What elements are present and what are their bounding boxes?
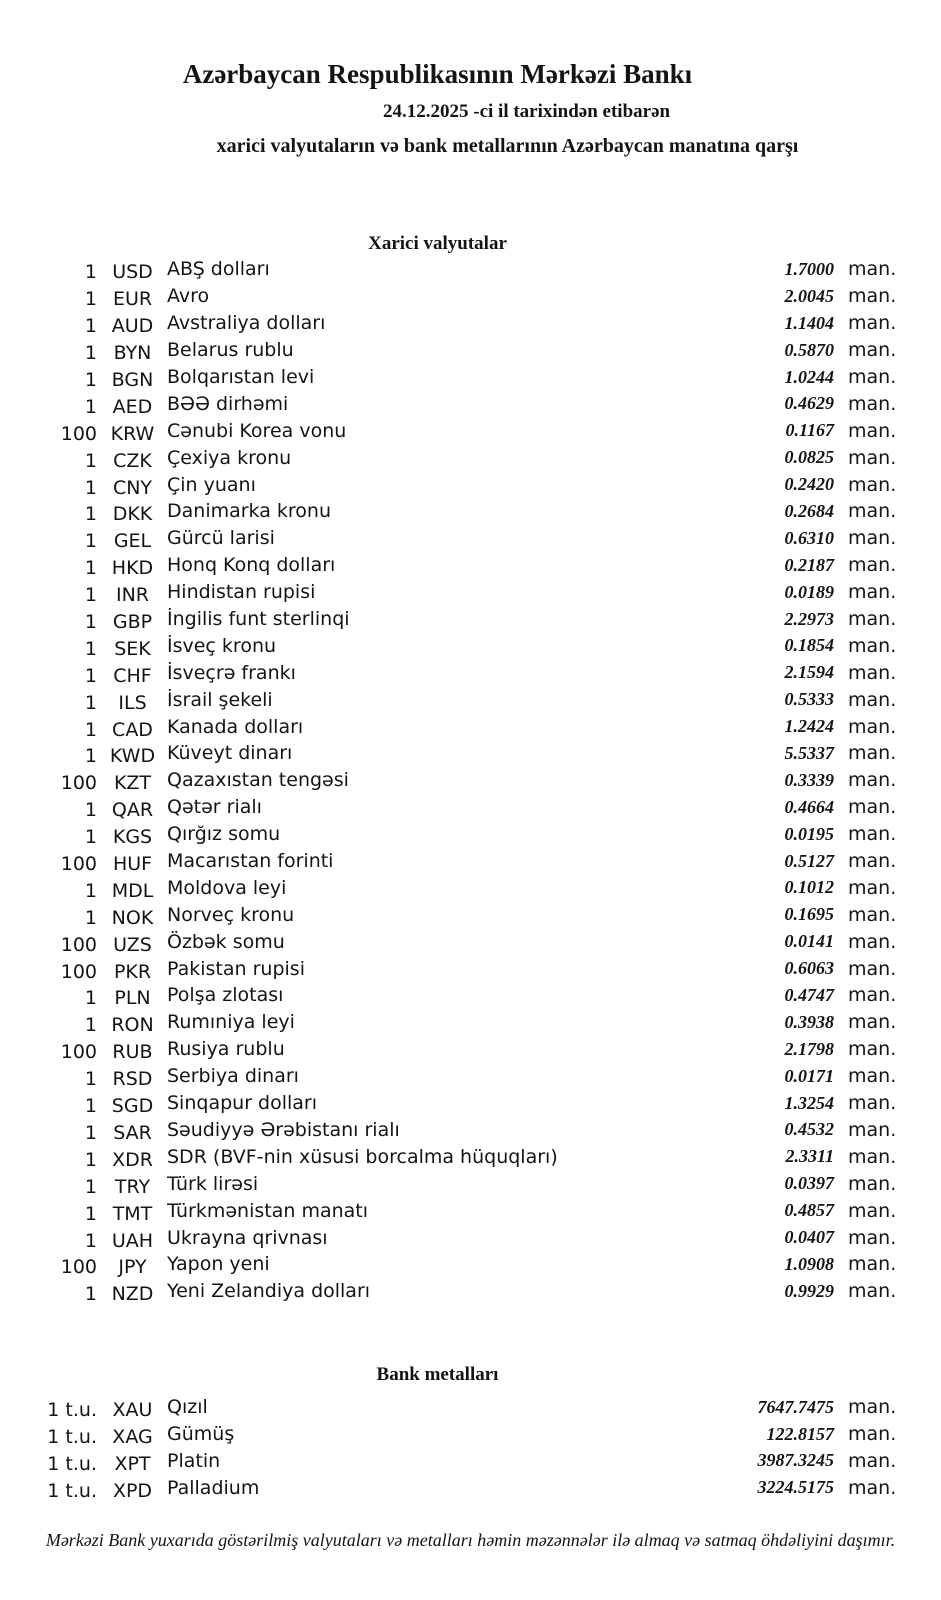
quantity-value: 1 (84, 584, 97, 607)
currency-code: XPD (112, 1479, 153, 1502)
currency-name: Moldova leyi (167, 876, 287, 899)
rate-row (40, 713, 901, 740)
unit-label: man. (848, 796, 897, 819)
rate-row (40, 1278, 901, 1305)
rate-value: 0.4857 (784, 1200, 834, 1221)
disclaimer-text: Mərkəzi Bank yuxarıda göstərilmiş valyutaları və metalları həmin məzənnələr ilə almaq və satmaq öhdəliyini daşımır. (45, 1530, 896, 1551)
currency-name: SDR (BVF-nin xüsusi borcalma hüquqları) (167, 1145, 558, 1168)
document-subtitle: xarici valyutaların və bank metallarının Azərbaycan manatına qarşı (216, 135, 799, 157)
quantity-value: 1 (84, 530, 97, 553)
currency-code: KGS (112, 826, 153, 849)
currencies-section (0, 232, 941, 1305)
rate-row (40, 498, 901, 525)
unit-label: man. (848, 1226, 897, 1249)
unit-label: man. (848, 661, 897, 684)
currency-code: KWD (109, 745, 156, 768)
currency-code: CNY (112, 476, 153, 499)
currency-name: Polşa zlotası (167, 984, 284, 1007)
currency-code: HKD (111, 557, 154, 580)
rate-row (40, 1170, 901, 1197)
currency-code: DKK (112, 503, 153, 526)
rate-row (40, 767, 901, 794)
rate-value: 2.3311 (785, 1146, 834, 1167)
quantity-value: 1 (84, 826, 97, 849)
metals-section (0, 1363, 941, 1502)
currency-name: Ukrayna qrivnası (167, 1226, 328, 1249)
quantity-value: 1 t.u. (47, 1426, 97, 1449)
rate-row (40, 1474, 901, 1501)
rate-value: 0.1695 (784, 904, 834, 925)
rate-value: 0.0825 (784, 447, 834, 468)
unit-label: man. (848, 527, 897, 550)
currencies-section-title: Xarici valyutalar (368, 233, 507, 254)
currency-name: Çexiya kronu (167, 446, 292, 469)
metals-section-title: Bank metalları (376, 1363, 499, 1385)
rate-value: 0.1854 (784, 635, 834, 656)
rate-value: 0.5127 (784, 850, 834, 871)
currency-name: Qırğız somu (167, 823, 281, 846)
currency-name: İsrail şekeli (167, 688, 273, 711)
rate-value: 0.0397 (784, 1173, 834, 1194)
rate-row (40, 390, 901, 417)
quantity-value: 1 (84, 637, 97, 660)
rate-value: 0.2684 (784, 500, 834, 521)
rate-row (40, 552, 901, 579)
rate-value: 0.3339 (784, 769, 834, 790)
unit-label: man. (848, 500, 897, 523)
currency-code: GBP (112, 611, 153, 634)
currency-name: Türk lirəsi (167, 1172, 259, 1195)
rate-value: 0.4532 (784, 1119, 834, 1140)
rate-row (40, 1251, 901, 1278)
unit-label: man. (848, 984, 897, 1007)
rate-value: 122.8157 (766, 1423, 834, 1444)
quantity-value: 1 (84, 1175, 97, 1198)
currency-name: Avstraliya dolları (167, 312, 326, 335)
quantity-value: 1 t.u. (47, 1399, 97, 1422)
quantity-value: 1 (84, 1148, 97, 1171)
unit-label: man. (848, 1092, 897, 1115)
rate-value: 1.2424 (784, 716, 834, 737)
quantity-value: 100 (60, 960, 97, 983)
rate-row (40, 686, 901, 713)
unit-label: man. (848, 392, 897, 415)
currency-code: EUR (112, 288, 153, 311)
currency-code: RON (111, 1014, 154, 1037)
unit-label: man. (848, 366, 897, 388)
rate-value: 1.7000 (784, 258, 834, 279)
rate-value: 7647.7475 (757, 1396, 834, 1417)
unit-label: man. (848, 419, 897, 442)
rate-value: 3224.5175 (757, 1477, 834, 1498)
rate-row (40, 1117, 901, 1144)
rate-row (40, 337, 901, 364)
rate-row (40, 1197, 901, 1224)
unit-label: man. (848, 285, 897, 308)
rate-value: 0.0171 (784, 1065, 834, 1086)
currency-name: Serbiya dinarı (167, 1065, 299, 1088)
unit-label: man. (848, 608, 897, 631)
currency-code: TRY (114, 1175, 151, 1198)
quantity-value: 1 (84, 288, 97, 311)
currency-code: AUD (111, 315, 154, 338)
currency-name: Səudiyyə Ərəbistanı rialı (167, 1118, 400, 1141)
currency-code: NZD (111, 1283, 154, 1306)
currency-name: Qızıl (167, 1396, 208, 1419)
currency-name: Sinqapur dolları (167, 1092, 318, 1115)
currency-name: Hindistan rupisi (167, 581, 316, 604)
currency-code: PKR (113, 960, 152, 983)
rate-value: 2.2973 (784, 608, 834, 629)
quantity-value: 100 (60, 1256, 97, 1279)
quantity-value: 1 (84, 1068, 97, 1091)
quantity-value: 1 (84, 745, 97, 768)
currency-code: XAG (112, 1426, 153, 1449)
quantity-value: 100 (60, 1041, 97, 1064)
quantity-value: 1 (84, 503, 97, 526)
rate-value: 0.0407 (784, 1227, 834, 1247)
rate-value: 0.0195 (784, 823, 834, 844)
rate-value: 0.1012 (784, 877, 834, 898)
currency-rate-list (40, 256, 901, 1305)
unit-label: man. (848, 957, 897, 980)
currency-name: Avro (167, 285, 210, 308)
unit-label: man. (848, 769, 897, 792)
quantity-value: 1 (84, 369, 97, 391)
rate-value: 1.1404 (784, 312, 834, 333)
currency-name: Danimarka kronu (167, 500, 332, 523)
currency-name: Qətər rialı (167, 796, 262, 819)
unit-label: man. (848, 715, 897, 738)
rate-row (40, 982, 901, 1009)
unit-label: man. (848, 258, 897, 281)
rate-value: 0.5333 (784, 689, 834, 710)
quantity-value: 1 (84, 315, 97, 338)
currency-code: CZK (113, 449, 152, 472)
currency-code: HUF (112, 853, 153, 876)
unit-label: man. (848, 1172, 897, 1195)
rate-row (40, 1036, 901, 1063)
rate-value: 0.6310 (784, 527, 834, 548)
rate-row (40, 1143, 901, 1170)
quantity-value: 1 (84, 342, 97, 365)
currency-name: Türkmənistan manatı (167, 1199, 369, 1222)
rate-row (40, 821, 901, 848)
rate-value: 0.1167 (785, 420, 834, 441)
unit-label: man. (848, 1038, 897, 1061)
currency-name: Honq Konq dolları (167, 554, 336, 577)
rate-row (40, 1448, 901, 1475)
unit-label: man. (848, 446, 897, 469)
currency-code: BYN (113, 342, 152, 365)
currency-name: Kanada dolları (167, 715, 304, 738)
rate-value: 1.0908 (784, 1253, 834, 1274)
unit-label: man. (848, 1476, 897, 1499)
rate-row (40, 1090, 901, 1117)
quantity-value: 1 (84, 987, 97, 1010)
currency-code: INR (115, 584, 150, 607)
document-header (0, 0, 941, 159)
currency-code: QAR (111, 799, 154, 822)
currency-name: Bolqarıstan levi (167, 366, 315, 388)
unit-label: man. (848, 1280, 897, 1303)
quantity-value: 100 (60, 933, 97, 956)
unit-label: man. (848, 903, 897, 926)
currency-name: BƏƏ dirhəmi (167, 392, 289, 415)
rate-row (40, 310, 901, 337)
currency-code: XAU (112, 1399, 153, 1422)
rate-row (40, 417, 901, 444)
rate-row (40, 471, 901, 498)
currency-name: Platin (167, 1449, 221, 1472)
rate-row (40, 1421, 901, 1448)
unit-label: man. (848, 1011, 897, 1034)
rate-row (40, 606, 901, 633)
currency-name: Cənubi Korea vonu (167, 419, 347, 442)
currency-code: CHF (113, 664, 152, 687)
currency-name: İngilis funt sterlinqi (167, 608, 350, 631)
rate-value: 0.9929 (784, 1280, 834, 1301)
currency-name: Palladium (167, 1476, 260, 1499)
rate-value: 3987.3245 (757, 1450, 834, 1471)
quantity-value: 1 (84, 1014, 97, 1037)
quantity-value: 1 (84, 449, 97, 472)
rate-value: 0.0189 (784, 581, 834, 602)
effective-date: 24.12.2025 -ci il tarixindən etibarən (383, 101, 671, 122)
currency-name: Özbək somu (167, 930, 285, 953)
currency-code: XDR (112, 1148, 153, 1171)
currency-code: BGN (111, 369, 154, 391)
currency-code: RSD (112, 1068, 153, 1091)
unit-label: man. (848, 850, 897, 873)
rate-value: 0.4629 (784, 393, 834, 414)
quantity-value: 1 (84, 1202, 97, 1225)
unit-label: man. (848, 1065, 897, 1088)
currency-code: MDL (111, 879, 154, 902)
unit-label: man. (848, 1396, 897, 1419)
rate-value: 1.3254 (784, 1092, 834, 1113)
unit-label: man. (848, 742, 897, 765)
rate-value: 0.5870 (784, 339, 834, 360)
currency-name: Rusiya rublu (167, 1038, 285, 1061)
rate-row (40, 1063, 901, 1090)
currency-code: UZS (113, 933, 152, 956)
currency-name: Norveç kronu (167, 903, 295, 926)
rate-row (40, 740, 901, 767)
currency-code: SGD (111, 1095, 154, 1118)
currency-name: Macarıstan forinti (167, 850, 334, 873)
currency-name: Pakistan rupisi (167, 957, 305, 980)
currency-name: Yapon yeni (167, 1253, 270, 1276)
unit-label: man. (848, 1423, 897, 1446)
currency-code: UAH (111, 1229, 154, 1252)
quantity-value: 1 (84, 395, 97, 418)
currency-name: Yeni Zelandiya dolları (167, 1280, 371, 1303)
currency-code: XPT (114, 1452, 151, 1475)
unit-label: man. (848, 554, 897, 577)
currency-name: Rumıniya leyi (167, 1011, 295, 1034)
unit-label: man. (848, 634, 897, 657)
rate-value: 2.1594 (784, 662, 834, 683)
rate-row (40, 794, 901, 821)
quantity-value: 1 t.u. (47, 1479, 97, 1502)
quantity-value: 1 (84, 718, 97, 741)
currency-code: PLN (114, 987, 151, 1010)
quantity-value: 1 (84, 906, 97, 929)
rate-value: 0.6063 (784, 958, 834, 979)
currency-name: ABŞ dolları (167, 258, 270, 281)
currency-code: GEL (113, 530, 152, 553)
quantity-value: 1 (84, 1229, 97, 1252)
rate-row (40, 525, 901, 552)
page-title: Azərbaycan Respublikasının Mərkəzi Bankı (182, 59, 693, 89)
quantity-value: 1 (84, 1283, 97, 1306)
unit-label: man. (848, 876, 897, 899)
currency-code: NOK (111, 906, 154, 929)
unit-label: man. (848, 473, 897, 496)
rate-row (40, 1394, 901, 1421)
currency-name: Belarus rublu (167, 339, 294, 362)
currency-name: Gürcü larisi (167, 527, 275, 550)
rate-value: 0.3938 (784, 1011, 834, 1032)
currency-name: İsveç kronu (167, 634, 277, 657)
unit-label: man. (848, 1253, 897, 1276)
quantity-value: 1 (84, 664, 97, 687)
currency-code: KZT (113, 772, 152, 795)
rate-value: 0.4664 (784, 796, 834, 817)
unit-label: man. (848, 1199, 897, 1222)
unit-label: man. (848, 1118, 897, 1141)
currency-code: JPY (118, 1256, 147, 1279)
unit-label: man. (848, 1449, 897, 1472)
rate-value: 0.4747 (784, 984, 834, 1005)
rate-row (40, 1224, 901, 1251)
quantity-value: 1 (84, 611, 97, 634)
quantity-value: 1 (84, 1121, 97, 1144)
currency-code: CAD (112, 718, 153, 741)
unit-label: man. (848, 930, 897, 953)
currency-code: RUB (112, 1041, 153, 1064)
rate-value: 0.0141 (784, 931, 834, 952)
rate-row (40, 928, 901, 955)
currency-code: SAR (113, 1121, 152, 1144)
currency-name: Küveyt dinarı (167, 742, 293, 765)
rate-value: 2.0045 (784, 285, 834, 306)
quantity-value: 1 (84, 799, 97, 822)
currency-name: Çin yuanı (167, 473, 256, 496)
rate-value: 2.1798 (784, 1038, 834, 1059)
quantity-value: 1 (84, 476, 97, 499)
rate-value: 0.2420 (784, 474, 834, 495)
unit-label: man. (848, 1145, 897, 1168)
rate-row (40, 874, 901, 901)
currency-name: İsveçrə frankı (167, 661, 296, 684)
quantity-value: 1 (84, 1095, 97, 1118)
currency-code: USD (112, 261, 153, 284)
quantity-value: 1 (84, 557, 97, 580)
quantity-value: 100 (60, 422, 97, 445)
rate-value: 0.2187 (784, 554, 834, 575)
rate-value: 1.0244 (784, 366, 834, 387)
rate-row (40, 955, 901, 982)
rate-row (40, 256, 901, 283)
rate-row (40, 444, 901, 471)
rate-row (40, 364, 901, 391)
currency-name: Qazaxıstan tengəsi (167, 769, 349, 792)
currency-code: AED (112, 395, 153, 418)
rate-row (40, 848, 901, 875)
currency-code: TMT (112, 1202, 153, 1225)
rate-row (40, 632, 901, 659)
rate-row (40, 283, 901, 310)
unit-label: man. (848, 688, 897, 711)
quantity-value: 100 (60, 853, 97, 876)
unit-label: man. (848, 581, 897, 604)
quantity-value: 1 (84, 691, 97, 714)
unit-label: man. (848, 823, 897, 846)
quantity-value: 1 t.u. (47, 1452, 97, 1475)
rate-row (40, 659, 901, 686)
quantity-value: 100 (60, 772, 97, 795)
currency-code: KRW (110, 422, 155, 445)
quantity-value: 1 (84, 879, 97, 902)
currency-name: Gümüş (167, 1423, 235, 1446)
rate-row (40, 901, 901, 928)
metal-rate-list (40, 1394, 901, 1502)
rate-row (40, 1009, 901, 1036)
quantity-value: 1 (84, 261, 97, 284)
unit-label: man. (848, 339, 897, 362)
rate-row (40, 579, 901, 606)
unit-label: man. (848, 312, 897, 335)
rate-value: 5.5337 (784, 742, 834, 763)
currency-code: SEK (114, 637, 151, 660)
currency-code: ILS (118, 691, 147, 714)
